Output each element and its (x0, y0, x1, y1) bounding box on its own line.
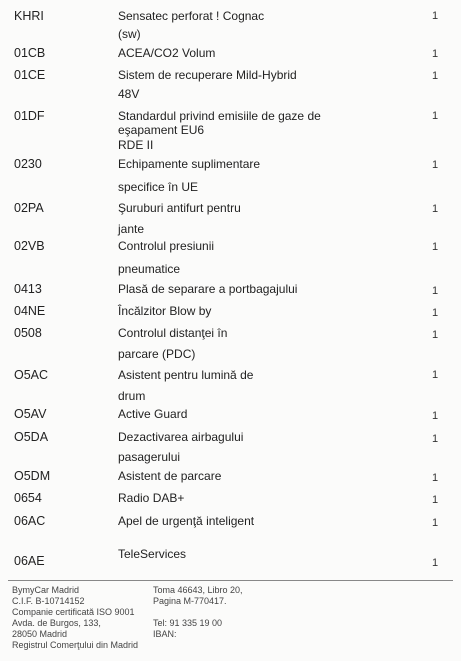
footer-line: Companie certificată ISO 9001 (12, 607, 135, 617)
option-code: 01CE (14, 68, 46, 82)
option-quantity: 1 (432, 10, 439, 22)
option-quantity: 1 (432, 369, 439, 381)
option-description: Echipamente suplimentare (118, 157, 261, 171)
option-quantity: 1 (432, 159, 439, 171)
option-quantity: 1 (432, 433, 439, 445)
option-description: Asistent pentru lumină de (118, 368, 254, 382)
option-code: 06AC (14, 514, 46, 528)
option-code: 0654 (14, 491, 42, 505)
footer-line: Pagina M-770417. (153, 596, 227, 606)
footer-registration-info (153, 585, 243, 640)
option-code: O5AC (14, 368, 49, 382)
option-code: O5DA (14, 430, 49, 444)
option-code: 02VB (14, 239, 45, 253)
option-description-line: 48V (118, 87, 140, 101)
option-description-line: pneumatice (118, 262, 181, 276)
option-quantity: 1 (432, 557, 439, 569)
footer-line: C.I.F. B-10714152 (12, 596, 85, 606)
option-quantity: 1 (432, 110, 439, 122)
option-code: KHRI (14, 9, 44, 23)
option-description: Active Guard (118, 407, 188, 421)
footer-line: BymyCar Madrid (12, 585, 80, 595)
option-quantity: 1 (432, 329, 439, 341)
footer-divider (8, 580, 453, 581)
footer-line: Registrul Comerţului din Madrid (12, 640, 139, 650)
option-code: 01CB (14, 46, 46, 60)
option-description: Dezactivarea airbagului (118, 430, 244, 444)
option-quantity: 1 (432, 70, 439, 82)
option-description-line: parcare (PDC) (118, 347, 196, 361)
option-code: 01DF (14, 109, 45, 123)
option-quantity: 1 (432, 472, 439, 484)
option-quantity: 1 (432, 494, 439, 506)
footer-line: Toma 46643, Libro 20, (153, 585, 243, 595)
option-quantity: 1 (432, 517, 439, 529)
option-description-line: drum (118, 389, 146, 403)
option-quantity: 1 (432, 285, 439, 297)
footer-line: 28050 Madrid (12, 629, 68, 639)
option-description: Asistent de parcare (118, 469, 222, 483)
option-description-line: pasagerului (118, 450, 181, 464)
option-description: Sistem de recuperare Mild-Hybrid (118, 68, 297, 82)
option-description: Controlul distanţei în (118, 326, 228, 340)
footer-line: Tel: 91 335 19 00 (153, 618, 223, 628)
option-code: 04NE (14, 304, 46, 318)
option-code: O5DM (14, 469, 51, 483)
option-code: O5AV (14, 407, 47, 421)
option-description: ACEA/CO2 Volum (118, 46, 216, 60)
option-quantity: 1 (432, 241, 439, 253)
option-description: Şuruburi antifurt pentru (118, 201, 241, 215)
option-description: Radio DAB+ (118, 491, 185, 505)
footer-line: Avda. de Burgos, 133, (12, 618, 101, 628)
option-code: 0508 (14, 326, 42, 340)
option-description: Apel de urgenţă inteligent (118, 514, 255, 528)
option-description-line: (sw) (118, 27, 141, 41)
option-quantity: 1 (432, 307, 439, 319)
option-description: Plasă de separare a portbagajului (118, 282, 298, 296)
option-description: Standardul privind emisiile de gaze de (118, 109, 321, 123)
option-quantity: 1 (432, 410, 439, 422)
option-description-line: specifice în UE (118, 180, 199, 194)
option-quantity: 1 (432, 48, 439, 60)
option-description: TeleServices (118, 547, 187, 561)
option-description-line: eşapament EU6 (118, 123, 205, 137)
option-code: 0230 (14, 157, 42, 171)
option-code: 02PA (14, 201, 44, 215)
option-quantity: 1 (432, 203, 439, 215)
footer-company-info (12, 585, 138, 651)
option-description-line: RDE II (118, 138, 154, 152)
option-code: 06AE (14, 554, 45, 568)
footer-spacer (153, 607, 243, 618)
option-description: Sensatec perforat ! Cognac (118, 9, 265, 23)
option-description: Controlul presiunii (118, 239, 215, 253)
footer-line: IBAN: (153, 629, 177, 639)
option-description: Încălzitor Blow by (118, 304, 212, 318)
option-code: 0413 (14, 282, 42, 296)
option-description-line: jante (118, 222, 145, 236)
